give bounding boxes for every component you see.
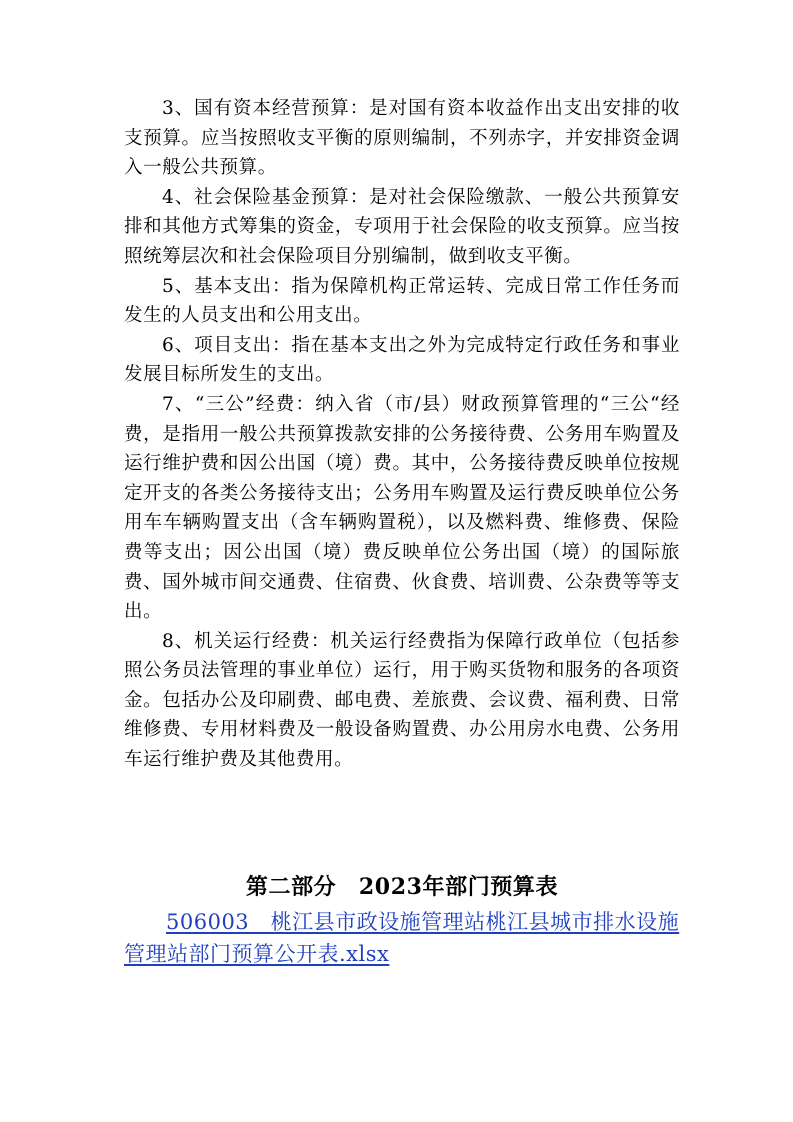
document-body — [124, 94, 680, 775]
budget-table-file-link[interactable]: 506003 桃江县市政设施管理站桃江县城市排水设施管理站部门预算公开表.xlsx — [124, 910, 680, 966]
paragraph-project-expenditure: 6、项目支出：指在基本支出之外为完成特定行政任务和事业发展目标所发生的支出。 — [124, 334, 680, 386]
paragraph-agency-operating-expenses: 8、机关运行经费：机关运行经费指为保障行政单位（包括参照公务员法管理的事业单位）运行，用于购买货物和服务的各项资金。包括办公及印刷费、邮电费、差旅费、会议费、福利费、日常维修费、专用材料费及一般设备购置费、办公用房水电费、公务用车运行维护费及其他费用。 — [124, 630, 680, 771]
section-title: 第二部分 2023年部门预算表 — [245, 874, 559, 900]
paragraph-state-capital-budget: 3、国有资本经营预算：是对国有资本收益作出支出安排的收支预算。应当按照收支平衡的原则编制，不列赤字，并安排资金调入一般公共预算。 — [124, 98, 680, 179]
paragraph-basic-expenditure: 5、基本支出：指为保障机构正常运转、完成日常工作任务而发生的人员支出和公用支出。 — [124, 275, 680, 327]
paragraph-social-insurance-fund-budget: 4、社会保险基金预算：是对社会保险缴款、一般公共预算安排和其他方式筹集的资金，专项用于社会保险的收支预算。应当按照统筹层次和社会保险项目分别编制，做到收支平衡。 — [124, 186, 680, 267]
paragraph-three-public-expenses: 7、“三公”经费：纳入省（市/县）财政预算管理的“三公“经费，是指用一般公共预算拨款安排的公务接待费、公务用车购置及运行维护费和因公出国（境）费。其中，公务接待费反映单位按规定开支的各类公务接待支出；公务用车购置及运行费反映单位公务用车车辆购置支出（含车辆购置税），以及燃料费、维修费、保险费等支出；因公出国（境）费反映单位公务出国（境）的国际旅费、国外城市间交通费、住宿费、伙食费、培训费、公杂费等等支出。 — [124, 393, 680, 623]
